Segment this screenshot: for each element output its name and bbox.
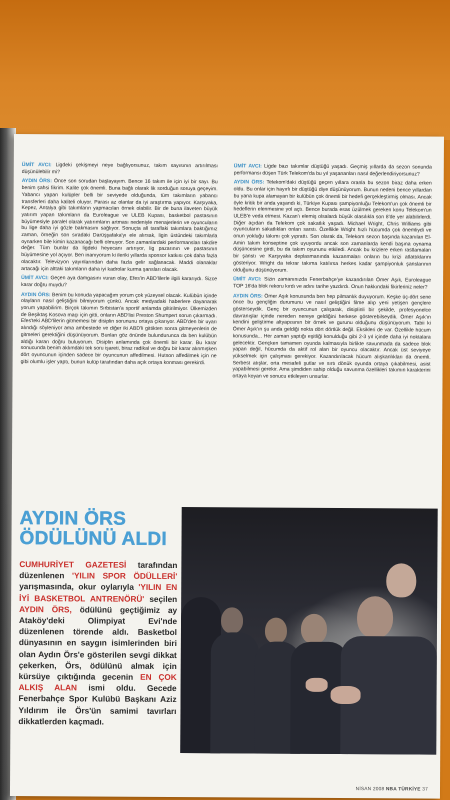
paragraph-text: Benim bu konuda yapacağım yorum çok yüzeysel olacak. Kulübün içinde olayların nasıl geliştiğini bilmiyorum çünkü. Ancak medyadaki haberlere dayanarak yorum yapabilirim. Birçok takımın Sırbistan'a sportif anlamda giltirilmiyor. Ülkemizden de Beşiktaş Kosova maçı için gitti, onların ABD'lisi Preston Shumpert sorun çıkarmadı. Efes'teki ABD'lilerin gitmemesi bir disiplin sorununu ortaya çıkarıyor. ABD'den bir uyarı alındığı söyleniyor ama ambestede ve diğer iki ABD'li gittikten sonra gitmeyenlerin de gitmeleri gerektiğini düşünüyorum. Bunları göz önünde bulundurunca da ben kulübün aldığı kararı doğru buluyorum. Disiplin anlamında çok önemli bir karar. Bu karar sonucunda benim aklımdaki tek soru işareti, biraz radikal ve doğru bir karar alınmışken dört oyuncunun içinden sadece bir oyuncunun affedilmesi. Hutson affedilmek için ne gibi olumlu işler yaptı, bunun kulüp tarafından daha açık ortaya konması gerekirdi. [20, 291, 218, 366]
issue-date: NİSAN 2008 [355, 787, 385, 793]
feature-text: yarışmasında, okur oylarıyla [19, 582, 139, 593]
paragraph-text: Telekom'daki düştüğü geçen yıllara oranla bu sezon biraz daha erken oldu. Bu onlar için hayırlı bir düştüğü diye düşünüyorum. Bunun nedeni bence yıllardan bu yana kupa alamayan bir kulübün çok önemli bir hedefi gerçekleştirmiş olması. Ancak öyle kritik bir anda yaşandı ki, Türkiye Kupası şampiyonluğu Telekom'un çok önemli bir hedeflerin elenmesine yol açtı. Bence burada esas üzülmek gereken konu Telekom'un ULEB'e veda etmesi. Kazan'ı elemiş olsalardı büyük olasılıkla son 8'de yer alabilirlerdi. Diğer açıdan da Telekom çok sakatlık yaşadı. Michael Wright, Chris Williams gibi oyuncuların sakatlıkları onları sarstı. Özellikle Wright hızlı hücumda çok önemliydi ve onun yokluğu takımı çok yıprattı. Son olarak da, Telekom sezon başında kazanılan El-Amin takım konseptine çok uyuyordu ancak son zamanlarda kendi başına oynama düşüncesine girdi, bu da takım oyununu etkiledi. Ancak bu krizlere erken rastlamaları bir şanstı ve Karşıyaka deplasmanında kazanmaları onların bu krizi atlattıklarını gösteriyor. Wright da tekrar takıma katılırsa herkes kadar şampiyonluk şanslarının olduğunu düşünüyorum. [233, 179, 432, 274]
interview-paragraph [233, 293, 432, 381]
interview-paragraph [21, 292, 217, 367]
paragraph-text: Geçen aya damgasını vuran olay, Efes'in ABD'lilerle ilgili kararıydı. Sizce karar doğru muydu? [21, 275, 218, 289]
magazine-brand: NBA TÜRKİYE [385, 787, 421, 793]
speaker-label: AYDIN ÖRS: [233, 179, 265, 186]
speaker-label: AYDIN ÖRS: [21, 291, 51, 298]
paragraph-text: Ömer Aşık konusunda ben hep pilmanlık duyuyorum. Keşke üç-dört sene önce bu gençliğin durumunu ve nasıl geliştiğini filme alıp yeni yetişen gençlere gösterseydik. Genç bir oyuncunun çalışarak, disiplinli bir şekilde, profesyonelce davranışlar içinde nereden nereye geldiğini herkese gösterebilseydik. Ömer Aşık'ın kendini geliştirme altyapısının bir örnek ve gurunu olduğunu düşünüyorum. Tabii ki Ömer Aşık'ın şu anda geldiği nokta dört dörtlük değil. Eksikleri de var. Özellikle hücum konusunda... Her zaman yaptığı eşitliği konulduğu gibi 2-3 yıl içinde daha iyi noktalara gelecektir. Gençken tamamen oyunda kalmasıyla birlikte savunmada da sadece blok yapan değil, hücumda da aktif rol alan bir oyuncu olacaktır. Ancak üst seviyeye yükselmek için çalışması gerekiyor. Kazandırılacak hücum alışkanlıkları da önemli. Serbest atışlar, orta mesafeli şutlar ve sırtı dönük oyunda ortaya çıkabilmesi, asist yapabilmesi gerekir. Ama şimdiden sahip olduğu savunma özellikleri takımın karakterini ortaya koyan ve sonucu etkileyen unsurlar. [232, 293, 432, 381]
feature-text: ismi oldu. Gecede Fenerbahçe Spor Kulübü Başkanı Aziz Yıldırım ile Örs'ün samimi tavırları dikkatlerden kaçmadı. [18, 683, 177, 727]
speaker-label: AYDIN ÖRS: [21, 178, 52, 185]
feature-highlight: EN ÇOK ALKIŞ ALAN [18, 672, 177, 693]
feature-text: seçilen [144, 594, 178, 604]
paragraph-text: Ligdeki çekişmeyi neye bağlıyorsunuz, takım sayısının artırılması düşünülebilir mi? [21, 162, 218, 175]
feature-text: ödülünü geçtiğimiz ay Ataköy'deki Olimpiyat Evi'nde düzenlenen törende aldı. Basketbol dünyasının en saygın isimlerinden biri olan Aydın Örs'e gösterilen sevgi dikkat çekerken, Örs, ödülünü almak için kürsüye çıktığında gecenin [18, 605, 178, 682]
interview-paragraph [234, 163, 432, 178]
ceremony-photo [180, 507, 437, 755]
feature-highlight: CUMHURİYET GAZETESİ [19, 560, 127, 570]
interview-paragraph [22, 162, 218, 177]
feature-text: tarafından düzenlenen [19, 560, 178, 581]
speaker-label: ÜMİT AVCI: [233, 163, 262, 170]
interview-paragraph [233, 180, 432, 275]
speaker-label: AYDIN ÖRS: [232, 292, 263, 300]
interview-paragraph [21, 178, 218, 273]
speaker-label: ÜMİT AVCI: [233, 276, 262, 283]
feature-highlight: AYDIN ÖRS, [19, 604, 72, 615]
paragraph-text: Ligde bazı takımlar düştüğü yaşadı. Geçmiş yıllarda da sezon sonunda performansı düşen Türk Telekom'da bu yıl yaşananları nasıl değerlendiriyorsunuz? [233, 163, 432, 178]
interview-paragraph [21, 275, 217, 290]
feature-highlight: 'YILIN EN İYİ BASKETBOL ANTRENÖRÜ' [19, 583, 178, 604]
paragraph-text: Önce son sorudan başlayayım. Bence 16 takım ile için iyi bir sayı. Bu benim şahsi fikrim. Kalite çok önemli. Buna bağlı olarak lik sorduğun soruya geçeyim. Yabancı yapan kulüpler belli bir seviyede olduğunda, tüm takımların yabancı transferleri daha kaliteli oluyor. Parası az olanlar da iyi araştırma yapıyor. Karşıyaka, Kepez, Antalya gibi takımların yapmacıları örnek olabilir. Bir de buna ilaveten büyük yatırım yapan takımların da Euroleague ve ULEB Kupası, basketbol pastasının büyümesiyle paralel olarak yatırımların artması nedeniyle menajerlerin ve oyuncuların bu lige daha iyi gözle bakmasını sağlıyor. Sonuçta all taraflaki takımlara baktığımız zaman, örneğin son sıradaki Darüşşafaka'yı ele alırsak, ligin üstündeki takımlarla oynarken bile kimin kazanacağı belli olmuyor. Son zamanlardaki performansları takdire değer. Tüm bunlar da ligdeki heyecanı artırıyor, lig pazarının ve pastasının büyümesine yol açıyor. Ben inanıyorum ki ileriki yıllarda sponsor katkısı çok daha fazla olacaktır. Televizyon yayınlarından daha fazla gelir sağlanacak. Maddi olanaklar artacağı için alttaki takımların daha iyi kadrolar kurma şansları olacak. [21, 178, 218, 273]
interview-left-column [21, 162, 218, 370]
award-feature [18, 509, 177, 728]
feature-body [18, 559, 177, 728]
speaker-label: ÜMİT AVCI: [21, 162, 52, 169]
page-number: 37 [422, 787, 429, 793]
page-footer [356, 787, 428, 792]
background [0, 0, 450, 140]
interview-right-column [232, 163, 431, 384]
feature-headline-line2: ÖDÜLÜNÜ ALDI [19, 528, 168, 550]
paragraph-text: Sizin zamanınızda Fenerbahçe'ye kazandırılan Ömer Aşık, Euroleague TOP 16'da blok rekoru kırdı ve adını tarihe yazdırdı. Onun hakkındaki fikirleriniz neler? [233, 276, 432, 291]
feature-highlight: 'YILIN SPOR ÖDÜLLERİ' [72, 571, 178, 582]
interview-paragraph [233, 277, 431, 292]
magazine-page [10, 134, 444, 799]
feature-headline-line1: AYDIN ÖRS [19, 508, 127, 530]
speaker-label: ÜMİT AVCI: [21, 275, 49, 282]
